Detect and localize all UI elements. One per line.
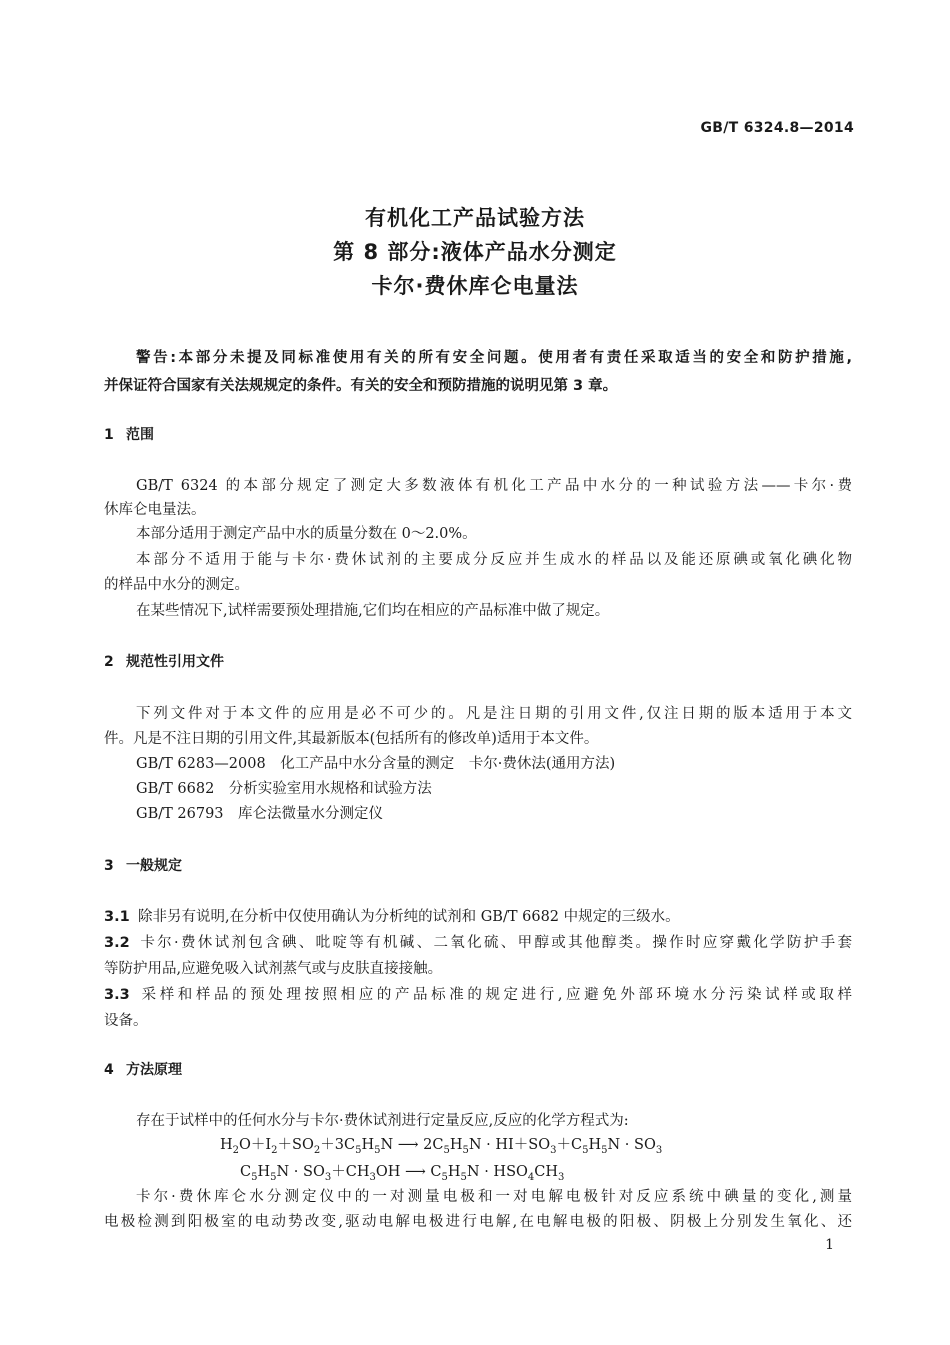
standard-number: GB/T 6324.8—2014 [700,120,854,136]
clause-3-1 [104,905,680,926]
equation-subscript: 5 [582,1144,589,1156]
section-number: 3 [104,858,114,874]
clause-3-2-line-1 [104,931,852,952]
section-title: 范围 [126,427,154,443]
equation-text: ＋CH [331,1164,370,1180]
s1-paragraph-2: 本部分适用于测定产品中水的质量分数在 0～2.0%。 [136,526,477,542]
equation-text: CH [534,1164,559,1180]
equation-text: H [449,1137,463,1153]
section-title: 规范性引用文件 [126,654,224,670]
warning-line-1: 警告:本部分未提及同标准使用有关的所有安全问题。使用者有责任采取适当的安全和防护措施, [136,350,852,366]
section-number: 1 [104,427,114,443]
equation-subscript: 5 [601,1144,608,1156]
s4-paragraph-2-line-1: 卡尔·费休库仑水分测定仪中的一对测量电极和一对电解电极针对反应系统中碘量的变化,测量 [136,1189,852,1205]
section-1-heading [104,424,154,444]
equation-text: H [220,1137,233,1153]
equation-subscript: 4 [527,1171,535,1183]
s1-paragraph-1-line-2: 休库仑电量法。 [104,502,206,518]
section-number: 4 [104,1062,114,1078]
equation-subscript: 5 [460,1171,467,1183]
equation-text: H [257,1164,271,1180]
chemical-equation-2 [240,1160,564,1183]
clause-label: 3.1 [104,909,130,925]
clause-3-2-line-2: 等防护用品,应避免吸入试剂蒸气或与皮肤直接接触。 [104,961,443,977]
equation-text: N · HI＋SO [468,1137,551,1153]
reference-2: GB/T 6682 分析实验室用水规格和试验方法 [136,781,432,797]
equation-text: OH ⟶ C [375,1164,442,1180]
equation-subscript: 5 [443,1144,450,1156]
section-title: 方法原理 [126,1062,182,1078]
equation-text: H [447,1164,461,1180]
equation-text: ＋SO [277,1137,314,1153]
equation-text: C [240,1164,252,1180]
title-line-2: 第 8 部分:液体产品水分测定 [333,240,617,264]
s2-paragraph-1-line-2: 件。凡是不注日期的引用文件,其最新版本(包括所有的修改单)适用于本文件。 [104,731,599,747]
s4-paragraph-1: 存在于试样中的任何水分与卡尔·费休试剂进行定量反应,反应的化学方程式为: [136,1113,629,1129]
equation-text: N · HSO [466,1164,528,1180]
page-number: 1 [825,1237,834,1253]
equation-subscript: 3 [558,1171,565,1183]
equation-subscript: 3 [550,1144,557,1156]
clause-label: 3.2 [104,935,130,951]
equation-text: N · SO [607,1137,656,1153]
equation-subscript: 5 [441,1171,448,1183]
title-line-1: 有机化工产品试验方法 [365,206,585,230]
warning-line-2: 并保证符合国家有关法规规定的条件。有关的安全和预防措施的说明见第 3 章。 [104,378,618,394]
title-line-3: 卡尔·费休库仑电量法 [371,274,579,298]
equation-subscript: 3 [369,1171,376,1183]
equation-text: O＋I [239,1137,272,1153]
equation-subscript: 3 [324,1171,332,1183]
clause-text: 采样和样品的预处理按照相应的产品标准的规定进行,应避免外部环境水分污染试样或取样 [138,987,852,1003]
s2-paragraph-1-line-1: 下列文件对于本文件的应用是必不可少的。凡是注日期的引用文件,仅注日期的版本适用于本文 [136,706,852,722]
section-number: 2 [104,654,114,670]
chemical-equation-1 [220,1133,662,1156]
clause-text: 卡尔·费休试剂包含碘、吡啶等有机碱、二氧化硫、甲醇或其他醇类。操作时应穿戴化学防护手套 [138,935,852,951]
s1-paragraph-1-line-1: GB/T 6324 的本部分规定了测定大多数液体有机化工产品中水分的一种试验方法——卡尔·费 [136,478,852,494]
clause-text: 除非另有说明,在分析中仅使用确认为分析纯的试剂和 GB/T 6682 中规定的三级水。 [138,909,680,925]
section-title: 一般规定 [126,858,182,874]
s4-paragraph-2-line-2: 电极检测到阳极室的电动势改变,驱动电解电极进行电解,在电解电极的阳极、阴极上分别发生氧化、还 [104,1214,852,1230]
equation-subscript: 5 [374,1144,381,1156]
equation-text: N ⟶ 2C [380,1137,444,1153]
equation-subscript: 2 [271,1144,278,1156]
equation-subscript: 5 [251,1171,258,1183]
clause-3-3-line-1 [104,983,852,1004]
equation-text: ＋3C [320,1137,356,1153]
section-2-heading [104,651,224,671]
clause-label: 3.3 [104,987,130,1003]
reference-3: GB/T 26793 库仑法微量水分测定仪 [136,806,384,822]
s1-paragraph-3-line-2: 的样品中水分的测定。 [104,577,249,593]
s1-paragraph-3-line-1: 本部分不适用于能与卡尔·费休试剂的主要成分反应并生成水的样品以及能还原碘或氧化碘化物 [136,552,852,568]
clause-3-3-line-2: 设备。 [104,1013,148,1029]
reference-1: GB/T 6283—2008 化工产品中水分含量的测定 卡尔·费休法(通用方法) [136,756,616,772]
equation-text: H [361,1137,375,1153]
equation-text: ＋C [556,1137,583,1153]
s1-paragraph-4: 在某些情况下,试样需要预处理措施,它们均在相应的产品标准中做了规定。 [136,603,610,619]
equation-subscript: 5 [355,1144,362,1156]
section-4-heading [104,1059,182,1079]
equation-subscript: 2 [232,1144,240,1156]
equation-text: N · SO [276,1164,325,1180]
equation-subscript: 5 [270,1171,277,1183]
equation-text: H [588,1137,602,1153]
equation-subscript: 2 [313,1144,321,1156]
equation-subscript: 3 [655,1144,663,1156]
equation-subscript: 5 [462,1144,469,1156]
section-3-heading [104,855,182,875]
